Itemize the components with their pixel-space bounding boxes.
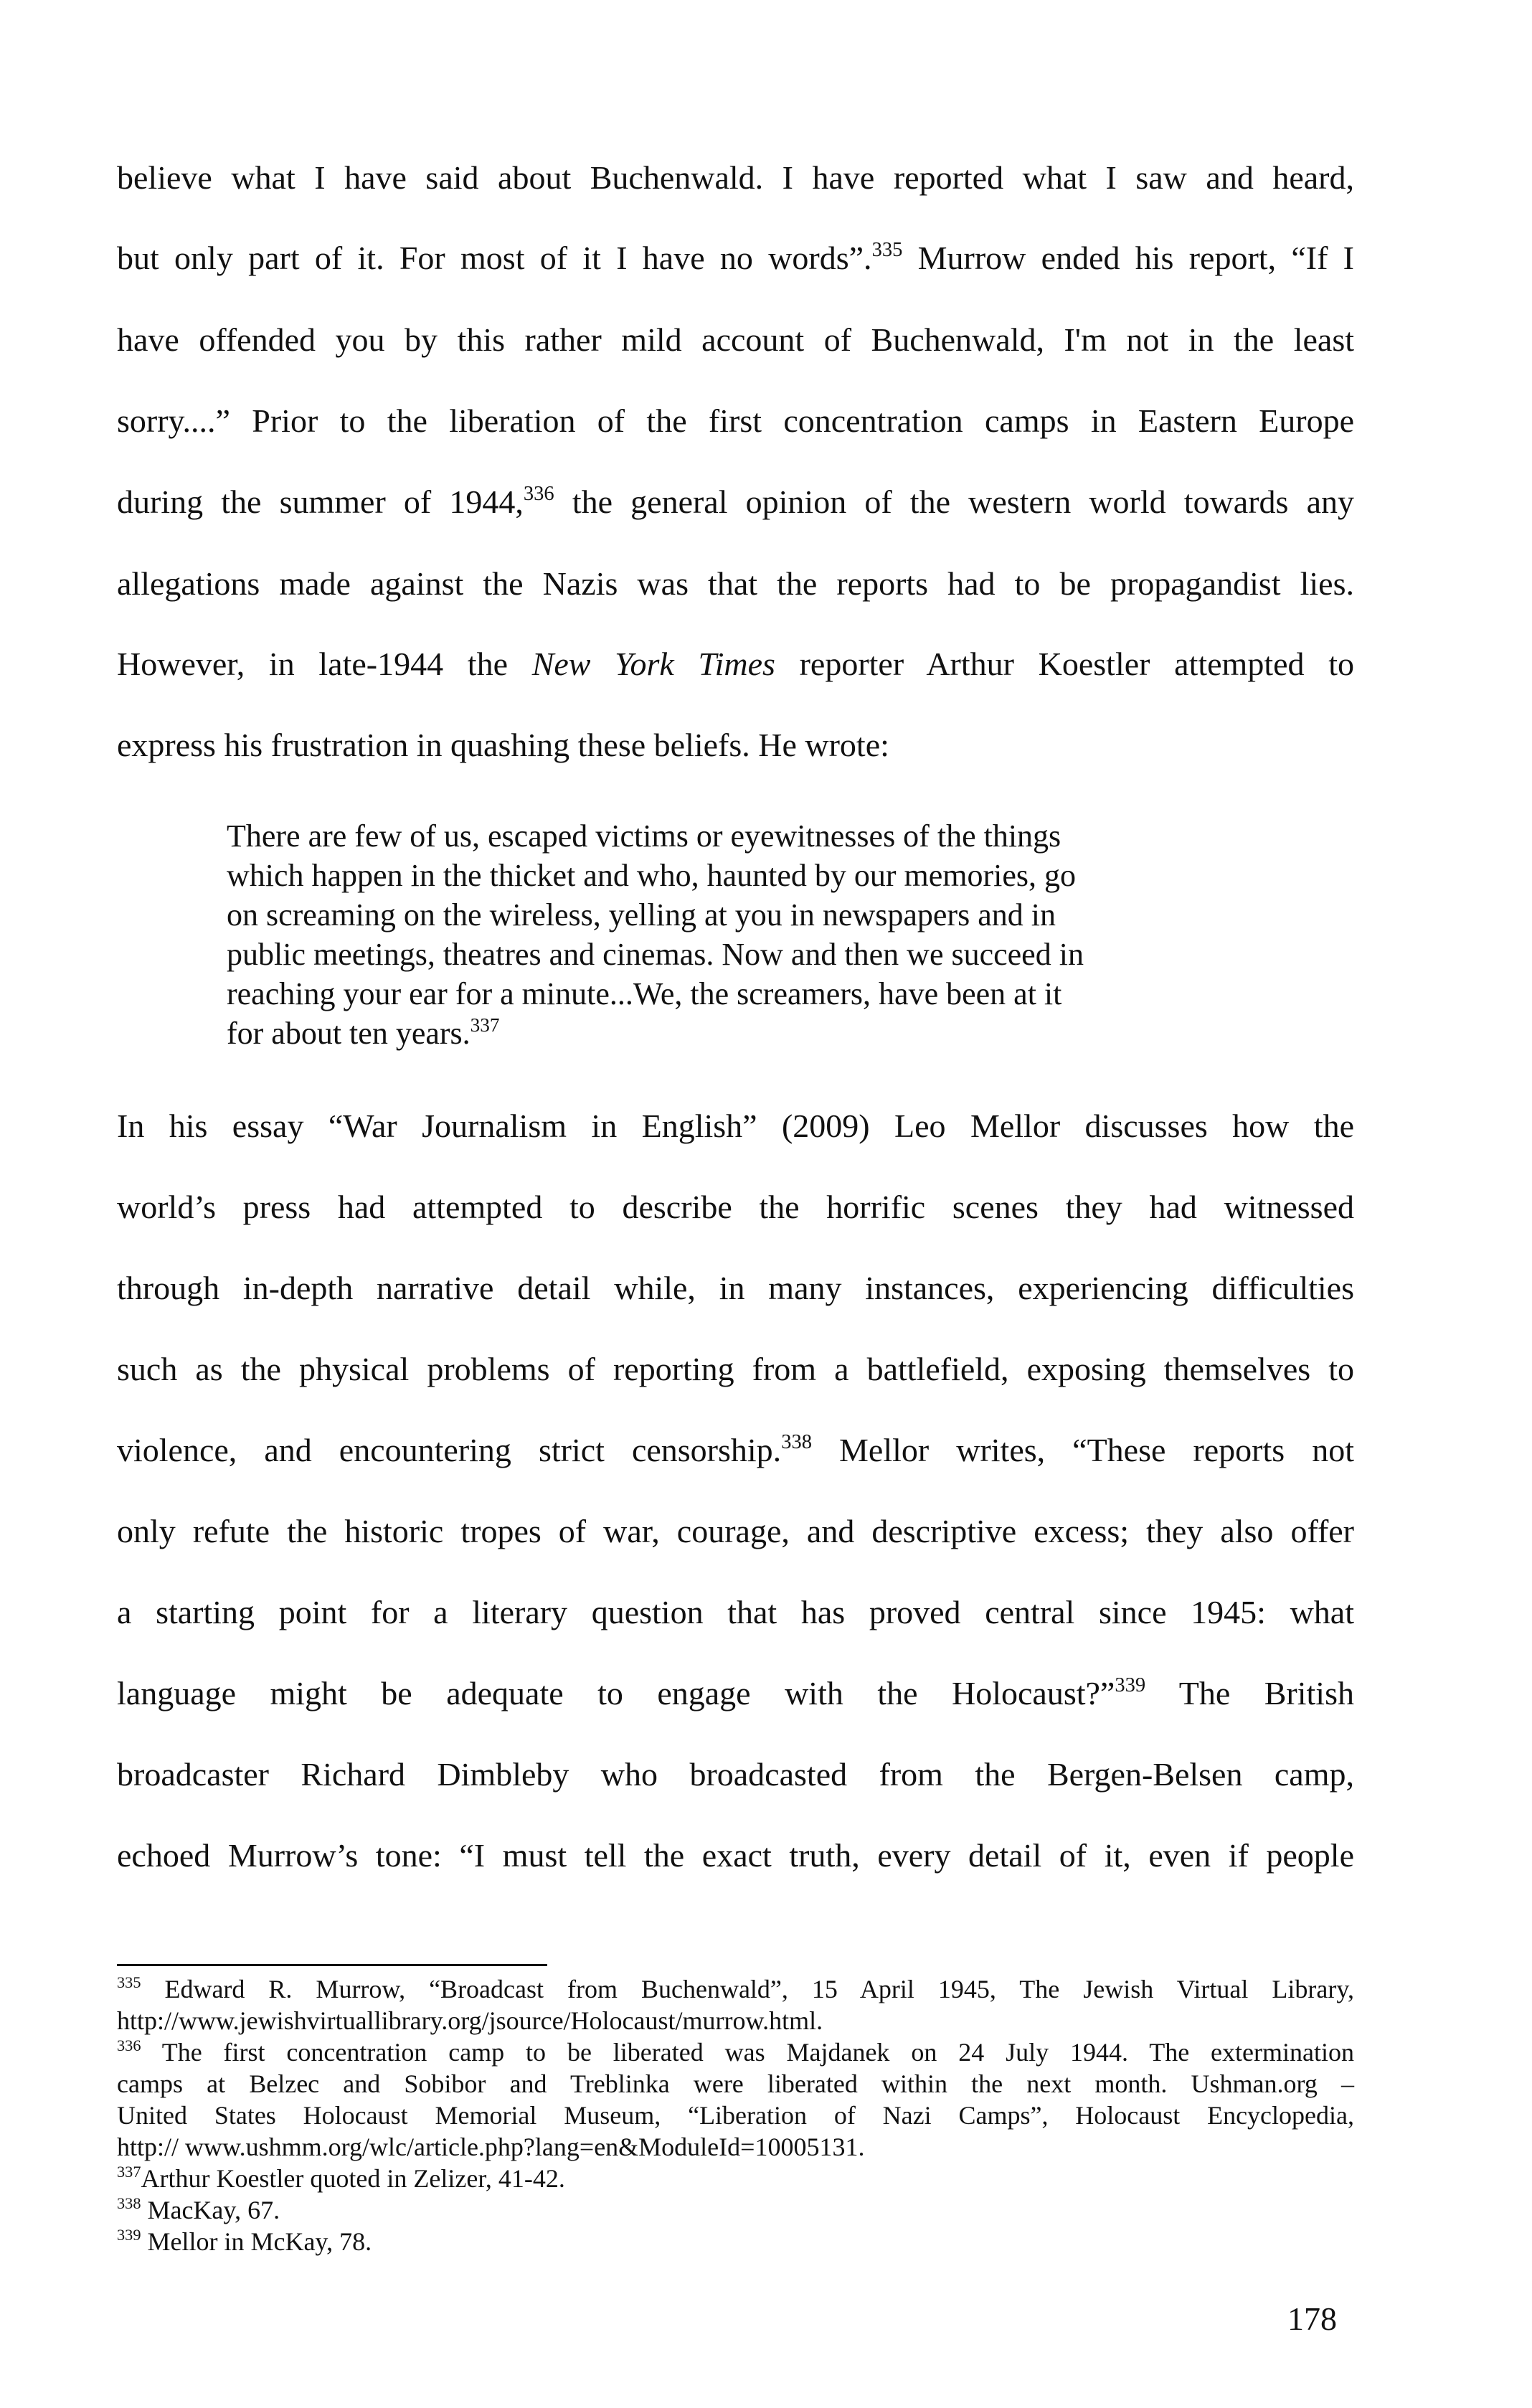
footnote-ref-337: 337 xyxy=(470,1014,500,1036)
body-line: have offended you by this rather mild account of Buchenwald, I'm not in the least xyxy=(117,321,1354,358)
footnote-335: $^{335}$ Edward R. Murrow, “Broadcast from Buchenwald”, 15 April 1945, The Jewish Virtual Library, xyxy=(117,1973,1354,2003)
footnote-336-cont: camps at Belzec and Sobibor and Treblinka were liberated within the next month. Ushman.org – xyxy=(117,2069,1354,2098)
quote-line: on screaming on the wireless, yelling at you in newspapers and in xyxy=(227,897,1056,932)
body-line: language might be adequate to engage with the Holocaust?”$^{339}$ The British xyxy=(117,1674,1354,1711)
quote-line: which happen in the thicket and who, haunted by our memories, go xyxy=(227,858,1077,893)
body-line: world’s press had attempted to describe the horrific scenes they had witnessed xyxy=(117,1189,1354,1225)
quote-line: public meetings, theatres and cinemas. Now and then we succeed in xyxy=(227,937,1084,972)
footnote-337: $^{337}$Arthur Koestler quoted in Zelizer, 41-42. xyxy=(117,2162,565,2193)
body-line: through in-depth narrative detail while, in many instances, experiencing difficulties xyxy=(117,1270,1354,1306)
quote-line: reaching your ear for a minute...We, the screamers, have been at it xyxy=(227,976,1062,1011)
body-line: only refute the historic tropes of war, courage, and descriptive excess; they also offer xyxy=(117,1513,1354,1549)
footnote-336-cont: http:// www.ushmm.org/wlc/article.php?lang=en&ModuleId=10005131. xyxy=(117,2133,865,2161)
publication-title: New York Times xyxy=(531,646,775,682)
body-line: allegations made against the Nazis was that the reports had to be propagandist lies. xyxy=(117,565,1354,602)
quote-line: There are few of us, escaped victims or eyewitnesses of the things xyxy=(227,818,1061,854)
body-line: during the summer of 1944,$^{336}$ the general opinion of the western world towards any xyxy=(117,483,1354,520)
footnote-335-cont: http://www.jewishvirtuallibrary.org/jsource/Holocaust/murrow.html. xyxy=(117,2006,823,2035)
body-line: believe what I have said about Buchenwald. I have reported what I saw and heard, xyxy=(117,159,1354,196)
body-line: violence, and encountering strict censorship.$^{338}$ Mellor writes, “These reports not xyxy=(117,1431,1354,1468)
body-line: such as the physical problems of reporting from a battlefield, exposing themselves to xyxy=(117,1351,1354,1387)
body-line: broadcaster Richard Dimbleby who broadcasted from the Bergen-Belsen camp, xyxy=(117,1756,1354,1793)
footnote-ref-338: 338 xyxy=(781,1431,812,1454)
body-line: However, in late-1944 the New York Times reporter Arthur Koestler attempted to xyxy=(117,646,1354,682)
footnote-ref-336: 336 xyxy=(523,483,554,506)
footnote-339: $^{339}$ Mellor in McKay, 78. xyxy=(117,2225,372,2256)
footnote-336: $^{336}$ The first concentration camp to be liberated was Majdanek on 24 July 1944. The extermination xyxy=(117,2036,1354,2067)
body-line: but only part of it. For most of it I have no words”.$^{335}$ Murrow ended his report, “If I xyxy=(117,239,1354,276)
body-line: sorry....” Prior to the liberation of the first concentration camps in Eastern Europe xyxy=(117,402,1354,439)
footnote-338: $^{338}$ MacKay, 67. xyxy=(117,2194,280,2224)
quote-line: for about ten years.$^{337}$ xyxy=(227,1014,500,1051)
footnote-336-cont: United States Holocaust Memorial Museum, “Liberation of Nazi Camps”, Holocaust Encyclopedia, xyxy=(117,2101,1354,2130)
block-quote xyxy=(227,816,1231,1053)
footnote-ref-335: 335 xyxy=(871,239,903,262)
body-line: a starting point for a literary question that has proved central since 1945: what xyxy=(117,1594,1354,1630)
footnote-ref-339: 339 xyxy=(1115,1674,1146,1697)
body-line: echoed Murrow’s tone: “I must tell the exact truth, every detail of it, even if people xyxy=(117,1837,1354,1874)
footnote-divider xyxy=(117,1964,547,1966)
body-line: In his essay “War Journalism in English” (2009) Leo Mellor discusses how the xyxy=(117,1108,1354,1144)
body-line: express his frustration in quashing these beliefs. He wrote: xyxy=(117,727,889,763)
page-number: 178 xyxy=(1287,2300,1337,2337)
